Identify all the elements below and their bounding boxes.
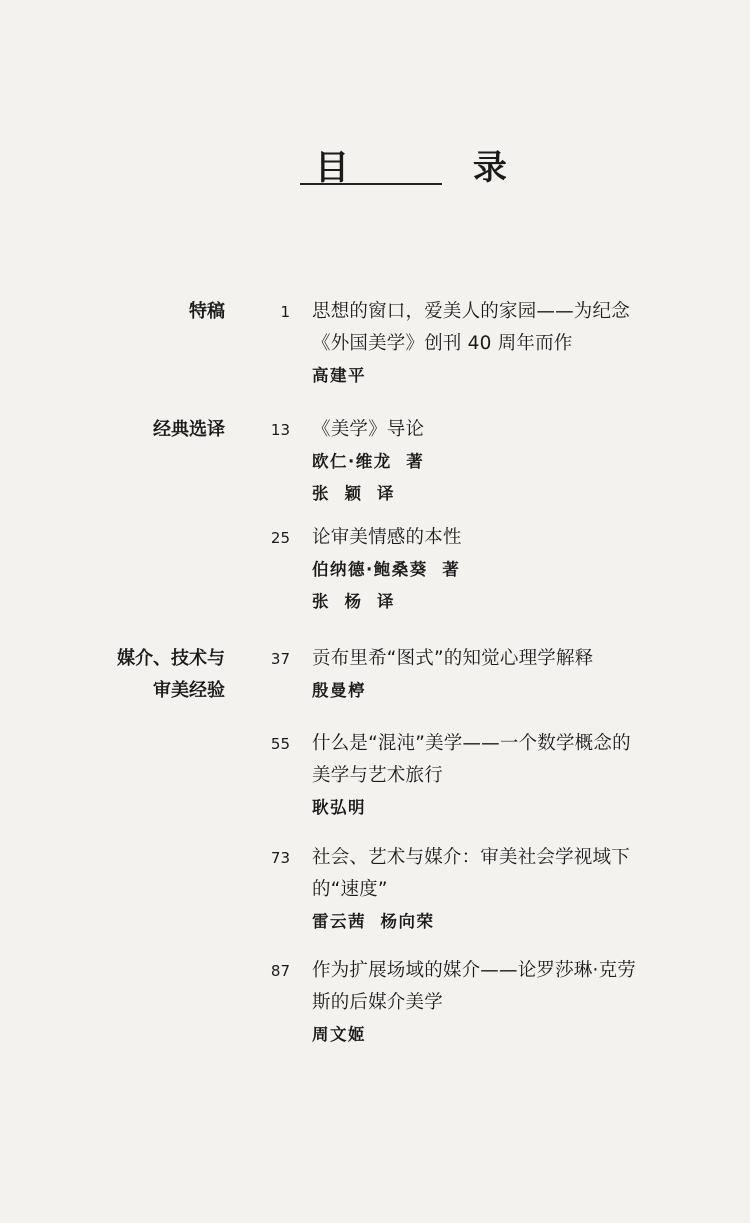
section-heading-classics xyxy=(153,414,225,446)
page-number: 1 xyxy=(280,303,290,321)
page-number: 37 xyxy=(270,650,290,668)
section-heading-media xyxy=(117,643,225,707)
entry-author: 耿弘明 xyxy=(312,798,366,817)
entry-title: 作为扩展场域的媒介——论罗莎琳·克劳斯的后媒介美学 xyxy=(312,960,636,1013)
entry-title: 思想的窗口，爱美人的家园——为纪念《外国美学》创刊 40 周年而作 xyxy=(312,301,630,354)
section-label: 特稿 xyxy=(189,301,225,322)
page-number: 87 xyxy=(270,962,290,980)
entry-author: 高建平 xyxy=(312,366,366,385)
entry-translator: 张 杨 译 xyxy=(312,592,395,611)
entry-author: 伯纳德·鲍桑葵 著 xyxy=(312,560,461,579)
entry-title: 论审美情感的本性 xyxy=(312,527,462,548)
entry-title: 社会、艺术与媒介：审美社会学视域下的“速度” xyxy=(312,847,630,900)
section-label: 经典选译 xyxy=(153,419,225,440)
entry-author: 欧仁·维龙 著 xyxy=(312,452,425,471)
section-label-line: 审美经验 xyxy=(153,680,225,701)
entry-translator: 张 颖 译 xyxy=(312,484,395,503)
entry-title: 什么是“混沌”美学——一个数学概念的美学与艺术旅行 xyxy=(312,733,631,786)
page-title: 目 录 xyxy=(315,148,563,188)
entry-author: 殷曼楟 xyxy=(312,681,366,700)
page-number: 25 xyxy=(270,529,290,547)
page-number: 55 xyxy=(270,735,290,753)
page-number: 13 xyxy=(270,421,290,439)
entry-title: 贡布里希“图式”的知觉心理学解释 xyxy=(312,648,594,669)
page-number: 73 xyxy=(270,849,290,867)
entry-author: 周文姬 xyxy=(312,1025,366,1044)
title-underline xyxy=(300,183,442,185)
entry-title: 《美学》导论 xyxy=(312,419,425,440)
section-label-line: 媒介、技术与 xyxy=(117,648,225,669)
entry-author: 雷云茜 杨向荣 xyxy=(312,912,435,931)
section-heading-special xyxy=(189,296,225,328)
